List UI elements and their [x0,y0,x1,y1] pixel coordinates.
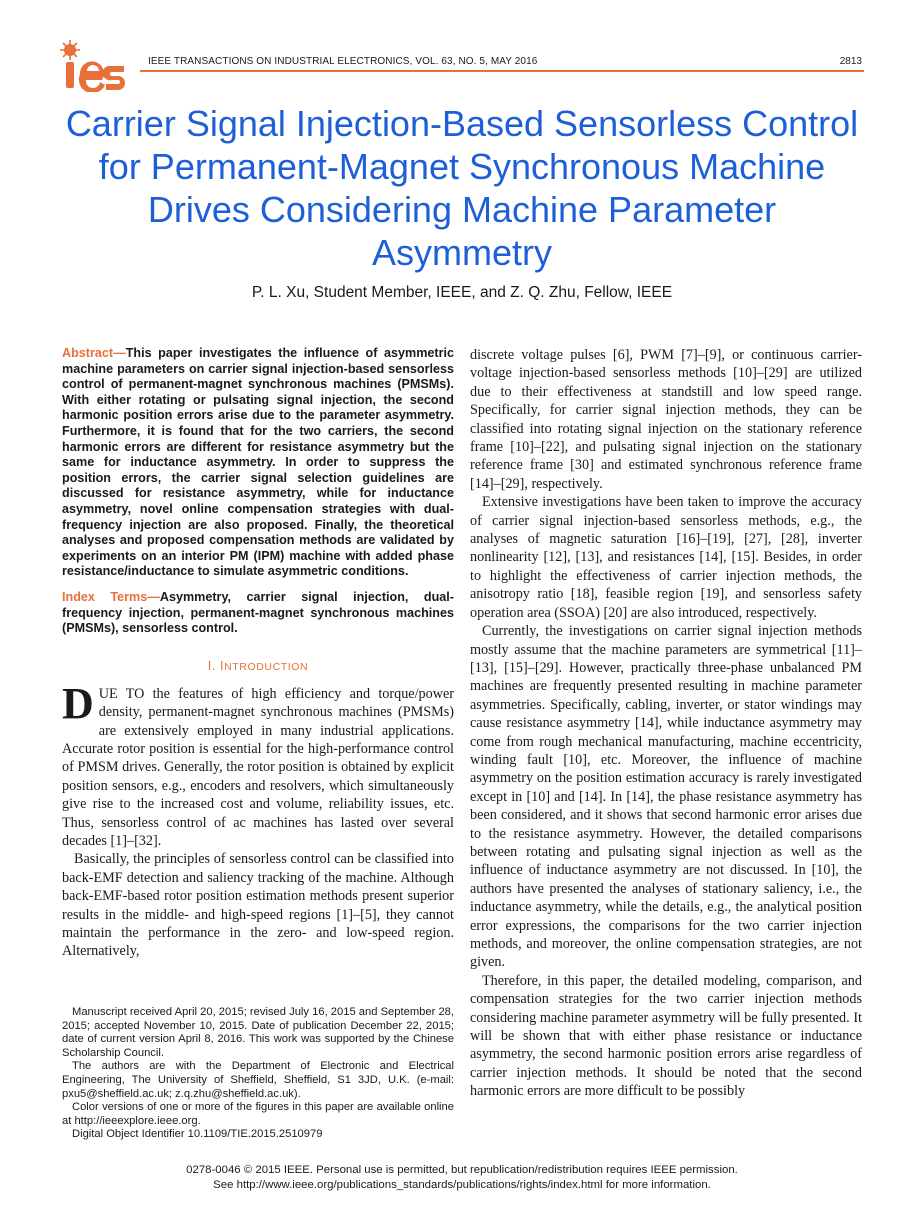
footnote-authors: The authors are with the Department of Electronic and Electrical Engineering, The University of Sheffield, Sheffield, S1 3JD, U.K. (e-mail: pxu5@sheffield.ac.uk; z.q.zhu@sheffield.ac.uk). [62,1060,454,1100]
abstract-text: This paper investigates the influence of asymmetric machine parameters on carrier signal injection-based sensorless control of permanent-magnet synchronous machines (PMSMs). With either rotating or pulsating signal injection, the second harmonic position errors arise due to the parameter asymmetry. Furthermore, it is found that for the two carriers, the second harmonic errors are different for resistance asymmetry but the same for inductance asymmetry. In order to suppress the position errors, the carrier signal selection guidelines are discussed for resistance asymmetry, while for inductance asymmetry, novel online compensation strategies with dual-frequency injection are also proposed. Finally, the theoretical analyses and proposed compensation methods are validated by experiments on an interior PM (IPM) machine with added phase resistance/inductance to simulate asymmetric conditions. [62,346,454,579]
section-title-rest: NTRODUCTION [224,660,309,673]
intro-p1-text: UE TO the features of high efficiency and torque/power density, permanent-magnet synchronous machines (PMSMs) are extensively employed in many industrial applications. Accurate rotor position is essential for the high-performance control of PMSM drives. Generally, the rotor position is obtained by explicit position sensors, e.g., encoders and resolvers, which simultaneously give rise to the increased cost and volume, reliability issues, etc. Thus, sensorless control of ac machines has lasted over several decades [1]–[32]. [62,685,454,849]
left-column [62,346,454,961]
journal-header: IEEE TRANSACTIONS ON INDUSTRIAL ELECTRONICS, VOL. 63, NO. 5, MAY 2016 [148,56,538,67]
right-paragraph-2: Extensive investigations have been taken to improve the accuracy of carrier signal injection-based sensorless methods, e.g., the analyses of magnetic saturation [16]–[19], [27], [28], inverter nonlinearity [12], [13], and resistances [14], [15]. Besides, in order to highlight the effectiveness of carrier injection methods, the anisotropy ratio [18], feasible region [19], and sensorless safety operation area (SSOA) [20] are also introduced, respectively. [470,494,862,621]
copyright-line-2: See http://www.ieee.org/publications_standards/publications/rights/index.html for more information. [213,1178,711,1191]
footnote-color: Color versions of one or more of the figures in this paper are available online at http://ieeexplore.ieee.org. [62,1101,454,1127]
drop-cap: D [62,678,94,728]
section-number: I. [207,658,216,673]
index-terms [62,590,454,637]
header-rule [140,70,864,72]
paper-title: Carrier Signal Injection-Based Sensorless Control for Permanent-Magnet Synchronous Machine Drives Considering Machine Parameter Asymmetry [65,103,859,273]
introduction [62,678,454,961]
index-terms-label: Index Terms— [62,589,160,604]
index-terms-text: Asymmetry, carrier signal injection, dual-frequency injection, permanent-magnet synchronous machines (PMSMs), sensorless control. [62,589,454,636]
footnote-doi: Digital Object Identifier 10.1109/TIE.2015.2510979 [72,1128,323,1141]
copyright-line-1: 0278-0046 © 2015 IEEE. Personal use is permitted, but republication/redistribution requires IEEE permission. [186,1164,738,1176]
right-paragraph-1: discrete voltage pulses [6], PWM [7]–[9], or continuous carrier-voltage injection-based sensorless methods [10]–[29] are utilized due to their effectiveness at standstill and low speed range. Specifically, for carrier signal injection methods, they can be classified into rotating signal injection on the stationary reference frame [10]–[22], and pulsating signal injection on the stationary reference frame [30] and estimated synchronous reference frame [14]–[29], respectively. [470,347,862,492]
page-number: 2813 [839,56,862,67]
footnotes [62,1006,454,1142]
right-column [470,346,862,1101]
intro-paragraph-2: Basically, the principles of sensorless control can be classified into back-EMF detection and saliency tracking of the machine. Although back-EMF-based rotor position estimation methods present superior results in the middle- and high-speed regions [1]–[5], they cannot maintain the performance in the zero- and low-speed region. Alternatively, [62,851,454,960]
authors: P. L. Xu, Student Member, IEEE, and Z. Q. Zhu, Fellow, IEEE [251,284,673,301]
footnote-manuscript: Manuscript received April 20, 2015; revised July 16, 2015 and September 28, 2015; accepted November 10, 2015. Date of publication December 22, 2015; date of current version April 8, 2016. This work was supported by the Chinese Scholarship Council. [62,1006,454,1059]
ies-logo [60,40,130,92]
right-paragraph-4: Therefore, in this paper, the detailed modeling, comparison, and compensation strategies for the two carrier injection methods considering machine parameter asymmetry will be fully presented. It will be shown that with either phase resistance or inductance asymmetry, the second harmonic position errors arise regardless of carrier injection methods. It should be noted that the second harmonic errors are more difficult to be possibly [470,972,862,1100]
section-first-letter: I [219,658,225,673]
abstract-label: Abstract— [62,346,126,360]
intro-paragraph-1 [62,678,454,851]
right-paragraph-3: Currently, the investigations on carrier signal injection methods mostly assume that the machine parameters are symmetrical [11]–[13], [15]–[29]. However, practically three-phase unbalanced PM machines are frequently presented resulting in machine parameter asymmetries. Specifically, cabling, inverter, or stator windings may cause resistance asymmetry [14], while inductance asymmetry may come from rough mechanical manufacturing, machine eccentricity, winding fault [10], etc. Moreover, the influence of machine asymmetry on the position estimation accuracy is rarely investigated except in [10] and [14]. In [14], the phase resistance asymmetry has been considered, and it shows that second harmonic error arises due to the resistance asymmetry. However, the detailed comparisons between rotating and pulsating signal injection as well as the influence of inductance asymmetry are not discussed. In [10], the authors have presented the analyses of stationary saliency, i.e., the inductance asymmetry, while the details, e.g., the analytical position error expressions, the comparisons for the two carrier injection methods, and moreover, the online compensation strategies, are not given. [470,623,862,971]
copyright-notice [60,1163,864,1192]
section-heading [62,659,454,673]
abstract [62,346,454,580]
